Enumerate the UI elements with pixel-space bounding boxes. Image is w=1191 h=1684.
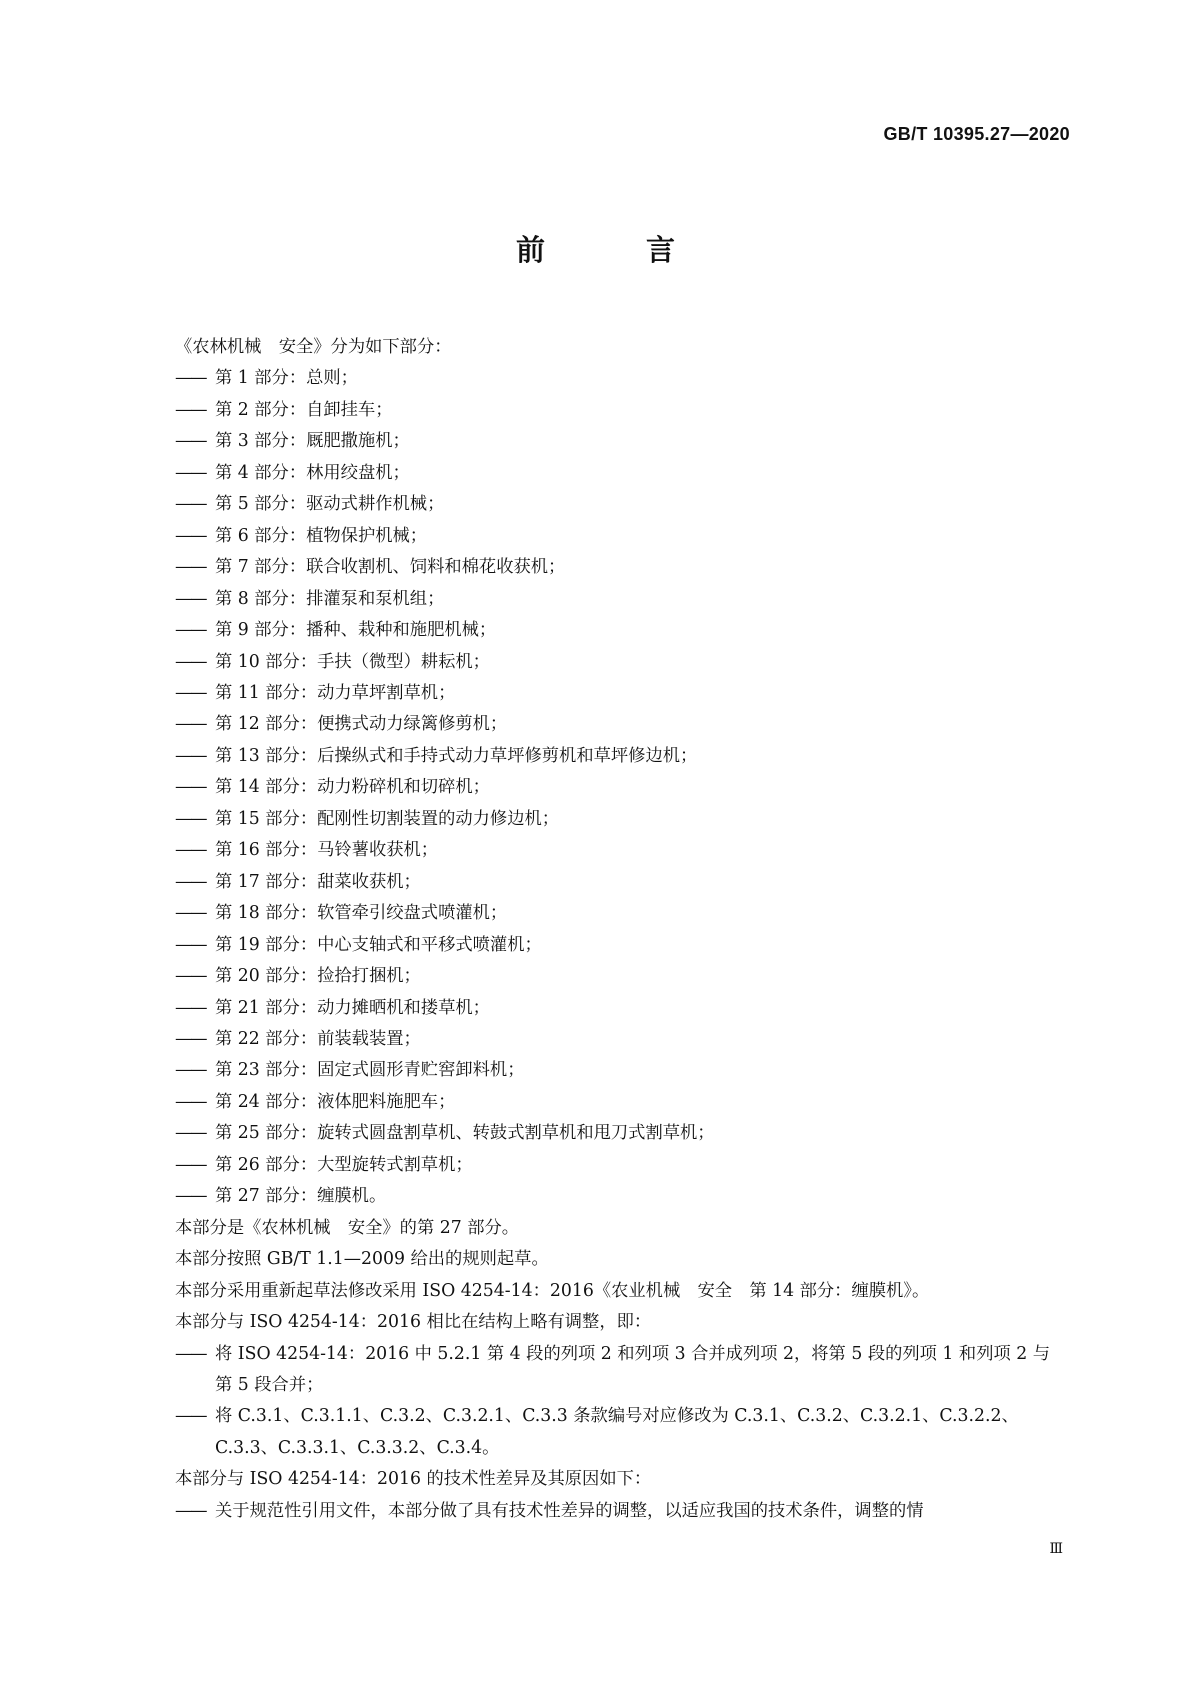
- dash-marker: ——: [175, 588, 206, 609]
- structure-item-text: 将 C.3.1、C.3.1.1、C.3.2、C.3.2.1、C.3.3 条款编号对应修改为 C.3.1、C.3.2、C.3.2.1、C.3.2.2、C.3.3、C.3.3.1、C.3.3.2、C.3.4。: [215, 1406, 1019, 1458]
- dash-marker: ——: [175, 494, 206, 515]
- adoption-statement: 本部分采用重新起草法修改采用 ISO 4254-14：2016《农业机械 安全 第 14 部分：缠膜机》。: [175, 1280, 930, 1301]
- list-item: [175, 772, 1055, 803]
- parts-list: [175, 363, 1055, 1212]
- dash-marker: ——: [175, 840, 206, 861]
- drafting-rules-statement: 本部分按照 GB/T 1.1—2009 给出的规则起草。: [175, 1249, 549, 1270]
- list-item-text: 第 8 部分：排灌泵和泵机组；: [215, 588, 445, 609]
- list-item-text: 第 23 部分：固定式圆形青贮窖卸料机；: [215, 1060, 525, 1081]
- dash-marker: ——: [175, 1406, 206, 1427]
- list-item: [175, 867, 1055, 898]
- foreword-body: [175, 332, 1055, 1527]
- dash-marker: ——: [175, 1028, 206, 1049]
- list-item-text: 第 22 部分：前装载装置；: [215, 1028, 421, 1049]
- dash-marker: ——: [175, 903, 206, 924]
- list-item-text: 第 10 部分：手扶（微型）耕耘机；: [215, 651, 490, 672]
- dash-marker: ——: [175, 620, 206, 641]
- list-item-text: 第 3 部分：厩肥撒施机；: [215, 431, 410, 452]
- list-item: [175, 552, 1055, 583]
- dash-marker: ——: [175, 1091, 206, 1112]
- dash-marker: ——: [175, 431, 206, 452]
- list-item: [175, 426, 1055, 457]
- dash-marker: ——: [175, 651, 206, 672]
- list-item: [175, 1055, 1055, 1086]
- dash-marker: ——: [175, 1500, 206, 1521]
- list-item: [175, 961, 1055, 992]
- list-item: [175, 1181, 1055, 1212]
- dash-marker: ——: [175, 399, 206, 420]
- structure-item-text: 将 ISO 4254-14：2016 中 5.2.1 第 4 段的列项 2 和列项 3 合并成列项 2，将第 5 段的列项 1 和列项 2 与第 5 段合并；: [215, 1343, 1051, 1395]
- technical-item: [175, 1496, 1055, 1527]
- list-item-text: 第 5 部分：驱动式耕作机械；: [215, 494, 445, 515]
- list-item: [175, 993, 1055, 1024]
- list-item: [175, 363, 1055, 394]
- list-item: [175, 1150, 1055, 1181]
- structure-item: [175, 1339, 1055, 1402]
- list-item: [175, 1087, 1055, 1118]
- list-item: [175, 615, 1055, 646]
- dash-marker: ——: [175, 682, 206, 703]
- list-item-text: 第 14 部分：动力粉碎机和切碎机；: [215, 777, 490, 798]
- list-item-text: 第 15 部分：配刚性切割装置的动力修边机；: [215, 808, 560, 829]
- dash-marker: ——: [175, 1343, 206, 1364]
- list-item-text: 第 27 部分：缠膜机。: [215, 1186, 387, 1207]
- dash-marker: ——: [175, 525, 206, 546]
- list-item-text: 第 9 部分：播种、栽种和施肥机械；: [215, 620, 497, 641]
- list-item-text: 第 13 部分：后操纵式和手持式动力草坪修剪机和草坪修边机；: [215, 745, 698, 766]
- list-item-text: 第 11 部分：动力草坪割草机；: [215, 682, 456, 703]
- list-item: [175, 647, 1055, 678]
- intro-paragraph: 《农林机械 安全》分为如下部分：: [175, 337, 452, 357]
- list-item-text: 第 17 部分：甜菜收获机；: [215, 871, 421, 892]
- structure-intro: 本部分与 ISO 4254-14：2016 相比在结构上略有调整，即：: [175, 1312, 652, 1333]
- list-item-text: 第 4 部分：林用绞盘机；: [215, 462, 410, 483]
- dash-marker: ——: [175, 462, 206, 483]
- list-item: [175, 1118, 1055, 1149]
- list-item-text: 第 19 部分：中心支轴式和平移式喷灌机；: [215, 934, 542, 955]
- technical-differences-intro: 本部分与 ISO 4254-14：2016 的技术性差异及其原因如下：: [175, 1469, 652, 1490]
- list-item: [175, 678, 1055, 709]
- dash-marker: ——: [175, 934, 206, 955]
- list-item: [175, 489, 1055, 520]
- list-item-text: 第 1 部分：总则；: [215, 368, 358, 389]
- structure-item: [175, 1401, 1055, 1464]
- dash-marker: ——: [175, 966, 206, 987]
- list-item: [175, 898, 1055, 929]
- list-item: [175, 709, 1055, 740]
- list-item-text: 第 21 部分：动力摊晒机和搂草机；: [215, 997, 490, 1018]
- part-of-statement: 本部分是《农林机械 安全》的第 27 部分。: [175, 1217, 520, 1238]
- list-item-text: 第 7 部分：联合收割机、饲料和棉花收获机；: [215, 557, 566, 578]
- list-item: [175, 584, 1055, 615]
- list-item-text: 第 20 部分：捡拾打捆机；: [215, 966, 421, 987]
- list-item-text: 第 25 部分：旋转式圆盘割草机、转鼓式割草机和甩刀式割草机；: [215, 1123, 715, 1144]
- dash-marker: ——: [175, 1186, 206, 1207]
- list-item: [175, 835, 1055, 866]
- list-item: [175, 930, 1055, 961]
- list-item: [175, 521, 1055, 552]
- dash-marker: ——: [175, 368, 206, 389]
- dash-marker: ——: [175, 1060, 206, 1081]
- standard-code: GB/T 10395.27—2020: [883, 124, 1070, 144]
- list-item: [175, 458, 1055, 489]
- list-item-text: 第 2 部分：自卸挂车；: [215, 399, 393, 420]
- list-item: [175, 804, 1055, 835]
- list-item: [175, 1024, 1055, 1055]
- dash-marker: ——: [175, 745, 206, 766]
- list-item-text: 第 6 部分：植物保护机械；: [215, 525, 428, 546]
- technical-item-text: 关于规范性引用文件，本部分做了具有技术性差异的调整，以适应我国的技术条件，调整的情: [215, 1500, 924, 1521]
- dash-marker: ——: [175, 997, 206, 1018]
- list-item-text: 第 24 部分：液体肥料施肥车；: [215, 1091, 456, 1112]
- dash-marker: ——: [175, 1123, 206, 1144]
- list-item: [175, 741, 1055, 772]
- dash-marker: ——: [175, 714, 206, 735]
- list-item: [175, 395, 1055, 426]
- list-item-text: 第 26 部分：大型旋转式割草机；: [215, 1154, 473, 1175]
- dash-marker: ——: [175, 808, 206, 829]
- list-item-text: 第 16 部分：马铃薯收获机；: [215, 840, 439, 861]
- dash-marker: ——: [175, 871, 206, 892]
- list-item-text: 第 18 部分：软管牵引绞盘式喷灌机；: [215, 903, 508, 924]
- dash-marker: ——: [175, 557, 206, 578]
- page-title: 前 言: [515, 233, 711, 267]
- page-number: Ⅲ: [1049, 1541, 1063, 1557]
- dash-marker: ——: [175, 1154, 206, 1175]
- list-item-text: 第 12 部分：便携式动力绿篱修剪机；: [215, 714, 508, 735]
- dash-marker: ——: [175, 777, 206, 798]
